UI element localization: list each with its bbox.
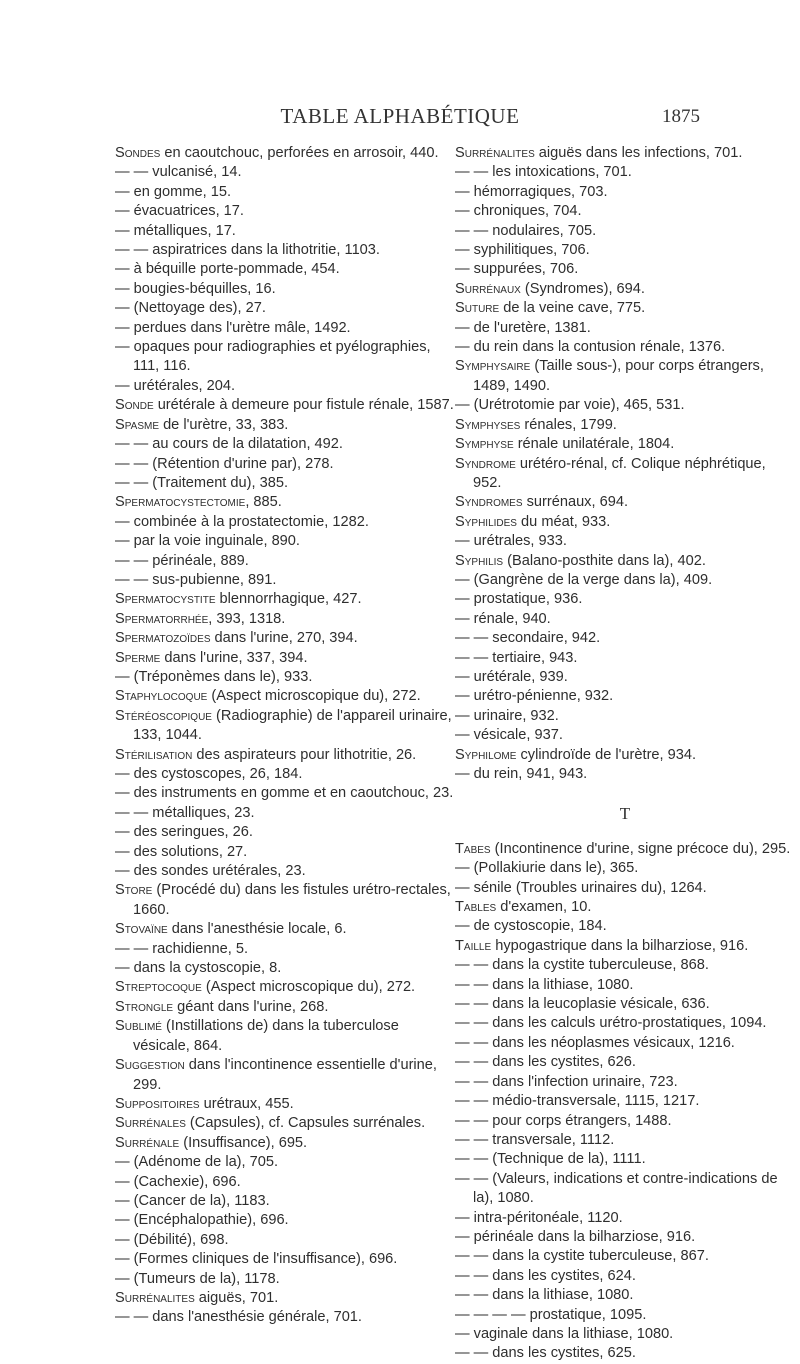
index-entry-text: — — — — prostatique, 1095.: [455, 1306, 647, 1323]
index-headword: Surrénalites: [115, 1289, 195, 1306]
index-entry-text: (Instillations de) dans la tuberculose vésicale, 864.: [133, 1018, 399, 1054]
index-entry-text: (Procédé du) dans les fistules urétro-rectales, 1660.: [133, 882, 451, 918]
index-entry: [115, 784, 455, 803]
index-entry-text: — métalliques, 17.: [115, 222, 236, 239]
page-number: 1875: [662, 106, 700, 127]
index-entry-text: — — dans les cystites, 624.: [455, 1267, 636, 1284]
index-entry-text: , 885.: [245, 494, 282, 511]
index-entry-text: dans l'anesthésie locale, 6.: [167, 921, 347, 938]
index-entry-text: — — métalliques, 23.: [115, 804, 255, 821]
index-headword: Syndromes: [455, 494, 523, 511]
index-entry-text: — combinée à la prostatectomie, 1282.: [115, 513, 369, 530]
index-entry: [115, 1095, 455, 1114]
index-entry: [455, 859, 795, 878]
index-headword: Symphysaire: [455, 358, 531, 375]
index-entry-text: — (Adénome de la), 705.: [115, 1154, 279, 1171]
index-entry-text: — urétro-pénienne, 932.: [455, 688, 614, 705]
index-entry: [115, 1231, 455, 1250]
index-entry-text: aiguës, 701.: [194, 1289, 279, 1306]
index-entry: [115, 144, 455, 163]
index-headword: Tables: [455, 899, 497, 916]
index-entry-text: — du rein, 941, 943.: [455, 766, 588, 782]
index-entry: [115, 978, 455, 997]
index-entry-text: — vaginale dans la lithiase, 1080.: [455, 1325, 674, 1342]
index-entry-text: — — sus-pubienne, 891.: [115, 571, 277, 588]
index-entry: [455, 338, 795, 357]
index-entry: [115, 202, 455, 221]
index-entry-text: — — dans les cystites, 625.: [455, 1345, 636, 1362]
index-entry: [455, 1073, 795, 1092]
index-entry: [115, 474, 455, 493]
index-headword: Stovaïne: [115, 921, 168, 938]
index-headword: Symphyses: [455, 416, 521, 433]
index-entry: [455, 357, 795, 396]
index-entry-text: de l'urètre, 33, 383.: [159, 416, 289, 433]
index-entry-text: — en gomme, 15.: [115, 183, 231, 200]
index-entry: [115, 377, 455, 396]
index-entry-text: — (Gangrène de la verge dans la), 409.: [455, 571, 713, 588]
index-entry: [455, 299, 795, 318]
index-entry: [455, 260, 795, 279]
index-entry: [115, 1211, 455, 1230]
index-entry-text: — — rachidienne, 5.: [115, 940, 249, 957]
index-entry-text: — — aspiratrices dans la lithotritie, 1103.: [115, 242, 380, 259]
index-entry: [455, 765, 795, 784]
index-entry-text: (Taille sous-), pour corps étrangers, 1489, 1490.: [473, 358, 764, 394]
index-entry: [115, 765, 455, 784]
index-entry: [455, 1247, 795, 1266]
index-entry: [455, 917, 795, 936]
index-entry: [115, 319, 455, 338]
index-entry-text: — (Débilité), 698.: [115, 1231, 229, 1248]
index-entry: [115, 629, 455, 648]
index-entry: [455, 163, 795, 182]
index-entry: [115, 804, 455, 823]
index-entry: [455, 746, 795, 765]
index-entry-text: — — nodulaires, 705.: [455, 222, 597, 239]
index-entry: [455, 1150, 795, 1169]
index-entry-text: — des sondes urétérales, 23.: [115, 863, 306, 880]
index-entry: [115, 959, 455, 978]
index-entry: [115, 687, 455, 706]
index-entry-text: urétéro-rénal, cf. Colique néphrétique, 952.: [473, 455, 766, 491]
index-entry: [455, 493, 795, 512]
index-entry-text: — (Urétrotomie par voie), 465, 531.: [455, 397, 685, 414]
index-entry: [115, 1270, 455, 1289]
index-entry: [455, 840, 795, 859]
index-entry-text: — dans la cystoscopie, 8.: [115, 960, 282, 977]
index-headword: Tabes: [455, 840, 491, 857]
index-entry-text: — par la voie inguinale, 890.: [115, 533, 300, 550]
index-entry: [115, 280, 455, 299]
index-entry-text: — — dans la cystite tuberculeuse, 867.: [455, 1248, 709, 1265]
index-entry-text: — (Cancer de la), 1183.: [115, 1192, 270, 1209]
index-entry: [115, 1017, 455, 1056]
index-entry: [115, 843, 455, 862]
index-entry-text: — — au cours de la dilatation, 492.: [115, 436, 343, 453]
index-entry: [115, 1056, 455, 1095]
index-entry-text: — — dans les calculs urétro-prostatiques, 1094.: [455, 1015, 767, 1032]
index-entry: [455, 995, 795, 1014]
index-entry: [455, 1034, 795, 1053]
index-headword: Syndrome: [455, 455, 516, 472]
index-entry: [455, 1344, 795, 1363]
index-entry: [115, 610, 455, 629]
index-entry-text: surrénaux, 694.: [522, 494, 628, 511]
index-entry: [115, 455, 455, 474]
index-entry-text: — des instruments en gomme et en caoutchouc, 23.: [115, 785, 454, 802]
index-entry: [455, 649, 795, 668]
index-entry-text: — — les intoxications, 701.: [455, 164, 632, 181]
index-entry-text: — — pour corps étrangers, 1488.: [455, 1112, 672, 1129]
index-entry: [115, 435, 455, 454]
index-entry-text: — chroniques, 704.: [455, 203, 582, 220]
index-entry-text: blennorrhagique, 427.: [215, 591, 362, 608]
index-entry: [115, 513, 455, 532]
index-entry-text: — — dans la leucoplasie vésicale, 636.: [455, 996, 710, 1013]
index-headword: Syphilis: [455, 552, 504, 569]
index-entry: [455, 280, 795, 299]
index-headword: Stéréoscopique: [115, 707, 212, 724]
index-entry: [455, 668, 795, 687]
index-headword: Symphyse: [455, 436, 514, 453]
index-entry: [115, 707, 455, 746]
index-entry-text: — du rein dans la contusion rénale, 1376.: [455, 339, 726, 356]
index-headword: Suppositoires: [115, 1095, 200, 1112]
index-entry-text: en caoutchouc, perforées en arrosoir, 440.: [160, 145, 439, 161]
index-headword: Surrénales: [115, 1115, 186, 1132]
index-entry: [115, 552, 455, 571]
index-entry: [455, 1325, 795, 1344]
index-entry: [115, 1192, 455, 1211]
index-headword: Suggestion: [115, 1057, 185, 1074]
index-entry-text: (Capsules), cf. Capsules surrénales.: [185, 1115, 426, 1132]
index-entry-text: — (Formes cliniques de l'insuffisance), 696.: [115, 1251, 398, 1268]
index-entry: [115, 222, 455, 241]
index-entry: [115, 1250, 455, 1269]
index-entry-text: — — secondaire, 942.: [455, 630, 601, 647]
index-entry: [115, 1114, 455, 1133]
index-entry-text: — (Encéphalopathie), 696.: [115, 1212, 289, 1229]
index-entry-text: des aspirateurs pour lithotritie, 26.: [192, 746, 417, 763]
index-entry: [115, 649, 455, 668]
index-entry-text: — — (Traitement du), 385.: [115, 474, 289, 491]
index-entry-text: dans l'urine, 337, 394.: [160, 649, 308, 666]
index-headword: Staphylocoque: [115, 688, 208, 705]
index-entry: [455, 513, 795, 532]
index-entry-text: — — (Technique de la), 1111.: [455, 1151, 646, 1168]
index-entry-text: — vésicale, 937.: [455, 727, 563, 744]
index-entry: [455, 937, 795, 956]
index-entry-text: géant dans l'urine, 268.: [173, 998, 329, 1015]
index-entry-text: (Radiographie) de l'appareil urinaire, 133, 1044.: [133, 707, 452, 744]
index-entry: [115, 299, 455, 318]
index-entry: [455, 396, 795, 415]
index-entry: [115, 241, 455, 260]
index-entry: [455, 1209, 795, 1228]
index-entry-text: urétérale à demeure pour fistule rénale, 1587.: [153, 397, 454, 414]
index-entry: [455, 726, 795, 745]
index-entry: [455, 1112, 795, 1131]
index-entry-text: — perdues dans l'urètre mâle, 1492.: [115, 319, 351, 336]
index-entry: [455, 629, 795, 648]
index-headword: Sonde: [115, 397, 154, 414]
index-entry: [115, 862, 455, 881]
index-entry-text: (Incontinence d'urine, signe précoce du), 295.: [490, 840, 791, 857]
index-entry: [455, 1092, 795, 1111]
index-headword: Surrénale: [115, 1134, 180, 1151]
index-section-s-continued: [455, 144, 795, 784]
index-entry-text: — — dans les cystites, 626.: [455, 1054, 636, 1071]
index-headword: Spermatocystectomie: [115, 494, 246, 511]
index-headword: Spermatozoïdes: [115, 630, 211, 647]
index-entry-text: dans l'incontinence essentielle d'urine, 299.: [133, 1057, 437, 1093]
index-entry: [115, 1134, 455, 1153]
index-entry-text: , 393, 1318.: [208, 610, 286, 627]
index-entry: [115, 183, 455, 202]
index-entry-text: dans l'urine, 270, 394.: [210, 630, 358, 647]
index-entry-text: — (Pollakiurie dans le), 365.: [455, 860, 639, 877]
index-entry: [455, 879, 795, 898]
index-entry: [115, 1289, 455, 1308]
index-entry: [115, 1308, 455, 1327]
index-entry-text: — — médio-transversale, 1115, 1217.: [455, 1093, 700, 1110]
index-entry-text: — (Tréponèmes dans le), 933.: [115, 668, 313, 685]
index-entry: [115, 920, 455, 939]
index-entry-text: — bougies-béquilles, 16.: [115, 280, 276, 297]
index-entry-text: — (Tumeurs de la), 1178.: [115, 1270, 280, 1287]
index-headword: Spasme: [115, 416, 160, 433]
index-entry-text: — — transversale, 1112.: [455, 1131, 615, 1148]
index-entry-text: rénale unilatérale, 1804.: [513, 436, 675, 453]
index-entry-text: — intra-péritonéale, 1120.: [455, 1209, 623, 1226]
index-headword: Syphilome: [455, 746, 517, 763]
index-entry-text: — (Cachexie), 696.: [115, 1173, 241, 1190]
index-entry: [115, 823, 455, 842]
running-header-title: TABLE ALPHABÉTIQUE: [280, 104, 520, 128]
index-entry: [115, 260, 455, 279]
index-entry: [115, 998, 455, 1017]
index-entry-text: de la veine cave, 775.: [499, 300, 646, 317]
index-entry-text: — de l'uretère, 1381.: [455, 319, 591, 336]
index-entry: [455, 222, 795, 241]
section-letter-heading: T: [619, 804, 631, 824]
index-entry-text: — (Nettoyage des), 27.: [115, 300, 266, 317]
index-headword: Strongle: [115, 998, 174, 1015]
index-entry: [455, 416, 795, 435]
index-entry: [455, 144, 795, 163]
index-entry: [455, 435, 795, 454]
index-entry: [455, 956, 795, 975]
index-headword: Taille: [455, 937, 492, 954]
index-entry: [115, 668, 455, 687]
index-entry-text: — rénale, 940.: [455, 610, 551, 627]
index-entry: [455, 202, 795, 221]
index-entry: [455, 571, 795, 590]
index-entry: [455, 610, 795, 629]
index-section-t: [455, 840, 795, 1364]
index-entry: [115, 416, 455, 435]
index-entry-text: — — dans l'anesthésie générale, 701.: [115, 1309, 362, 1326]
index-entry-text: — opaques pour radiographies et pyélographies, 111, 116.: [115, 339, 431, 375]
index-entry: [455, 319, 795, 338]
index-entry-text: — de cystoscopie, 184.: [455, 918, 607, 935]
index-entry-text: (Aspect microscopique du), 272.: [201, 979, 416, 996]
index-entry-text: — — tertiaire, 943.: [455, 649, 578, 666]
index-entry-text: — des seringues, 26.: [115, 824, 253, 841]
index-entry: [455, 1306, 795, 1325]
index-entry: [455, 687, 795, 706]
index-headword: Suture: [455, 300, 500, 317]
index-headword: Sublimé: [115, 1018, 162, 1035]
index-entry: [455, 1286, 795, 1305]
index-entry-text: d'examen, 10.: [496, 899, 592, 916]
index-entry: [115, 881, 455, 920]
index-headword: Syphilides: [455, 513, 517, 530]
index-entry-text: — suppurées, 706.: [455, 261, 579, 278]
index-headword: Surrénaux: [455, 280, 521, 297]
index-entry-text: rénales, 1799.: [520, 416, 617, 433]
index-entry: [455, 183, 795, 202]
index-entry: [115, 1173, 455, 1192]
index-headword: Spermatorrhée: [115, 610, 209, 627]
index-entry: [115, 338, 455, 377]
index-entry: [455, 1228, 795, 1247]
index-entry-text: urétraux, 455.: [199, 1095, 294, 1112]
index-entry-text: — urétrales, 933.: [455, 533, 567, 550]
index-entry: [115, 590, 455, 609]
index-entry-text: — — vulcanisé, 14.: [115, 164, 242, 181]
index-column-right: [455, 144, 795, 1364]
index-entry-text: — à béquille porte-pommade, 454.: [115, 261, 340, 278]
index-entry: [115, 1153, 455, 1172]
index-entry-text: — — dans la lithiase, 1080.: [455, 1287, 634, 1304]
index-entry-text: du méat, 933.: [516, 513, 611, 530]
index-entry-text: — urétérale, 939.: [455, 668, 568, 685]
index-entry: [455, 898, 795, 917]
index-entry: [115, 746, 455, 765]
index-entry-text: — — (Rétention d'urine par), 278.: [115, 455, 334, 472]
index-entry-text: — urétérales, 204.: [115, 377, 236, 394]
index-entry: [455, 1170, 795, 1209]
index-entry: [455, 1267, 795, 1286]
index-entry-text: (Syndromes), 694.: [520, 280, 645, 297]
index-entry-text: — urinaire, 932.: [455, 707, 559, 724]
index-entry: [455, 532, 795, 551]
index-headword: Store: [115, 882, 153, 899]
index-entry-text: — — dans l'infection urinaire, 723.: [455, 1073, 678, 1090]
index-entry-text: — des solutions, 27.: [115, 843, 248, 860]
index-entry-text: — périnéale dans la bilharziose, 916.: [455, 1228, 696, 1245]
index-entry-text: (Aspect microscopique du), 272.: [207, 688, 421, 705]
index-headword: Streptocoque: [115, 979, 202, 996]
index-entry-text: — prostatique, 936.: [455, 591, 583, 608]
index-headword: Sperme: [115, 649, 161, 666]
index-entry: [455, 590, 795, 609]
index-entry-text: — — (Valeurs, indications et contre-indications de la), 1080.: [455, 1170, 778, 1207]
index-entry-text: — évacuatrices, 17.: [115, 203, 244, 220]
index-entry: [455, 976, 795, 995]
index-entry: [115, 163, 455, 182]
index-entry-text: hypogastrique dans la bilharziose, 916.: [491, 937, 749, 954]
index-entry: [455, 1131, 795, 1150]
index-entry-text: — sénile (Troubles urinaires du), 1264.: [455, 879, 707, 896]
index-entry-text: (Insuffisance), 695.: [179, 1134, 308, 1151]
index-entry-text: aiguës dans les infections, 701.: [534, 145, 743, 161]
index-entry: [115, 493, 455, 512]
index-headword: Surrénalites: [455, 145, 535, 161]
index-entry-text: — — dans les néoplasmes vésicaux, 1216.: [455, 1034, 735, 1051]
index-entry-text: — — dans la cystite tuberculeuse, 868.: [455, 957, 709, 974]
index-entry: [455, 552, 795, 571]
index-entry-text: (Balano-posthite dans la), 402.: [503, 552, 706, 569]
index-entry-text: — — périnéale, 889.: [115, 552, 249, 569]
index-headword: Stérilisation: [115, 746, 193, 763]
index-entry: [455, 455, 795, 494]
index-headword: Spermatocystite: [115, 591, 216, 608]
index-entry: [455, 1053, 795, 1072]
index-entry: [455, 241, 795, 260]
index-entry: [455, 707, 795, 726]
index-entry-text: — syphilitiques, 706.: [455, 242, 590, 259]
index-entry: [455, 1014, 795, 1033]
index-column-left: [115, 144, 455, 1328]
index-entry-text: — hémorragiques, 703.: [455, 183, 608, 200]
index-entry: [115, 571, 455, 590]
index-headword: Sondes: [115, 145, 161, 161]
index-entry-text: cylindroïde de l'urètre, 934.: [516, 746, 697, 763]
index-entry: [115, 396, 455, 415]
index-entry: [115, 940, 455, 959]
index-entry-text: — des cystoscopes, 26, 184.: [115, 766, 303, 782]
index-entry: [115, 532, 455, 551]
index-entry-text: — — dans la lithiase, 1080.: [455, 976, 634, 993]
